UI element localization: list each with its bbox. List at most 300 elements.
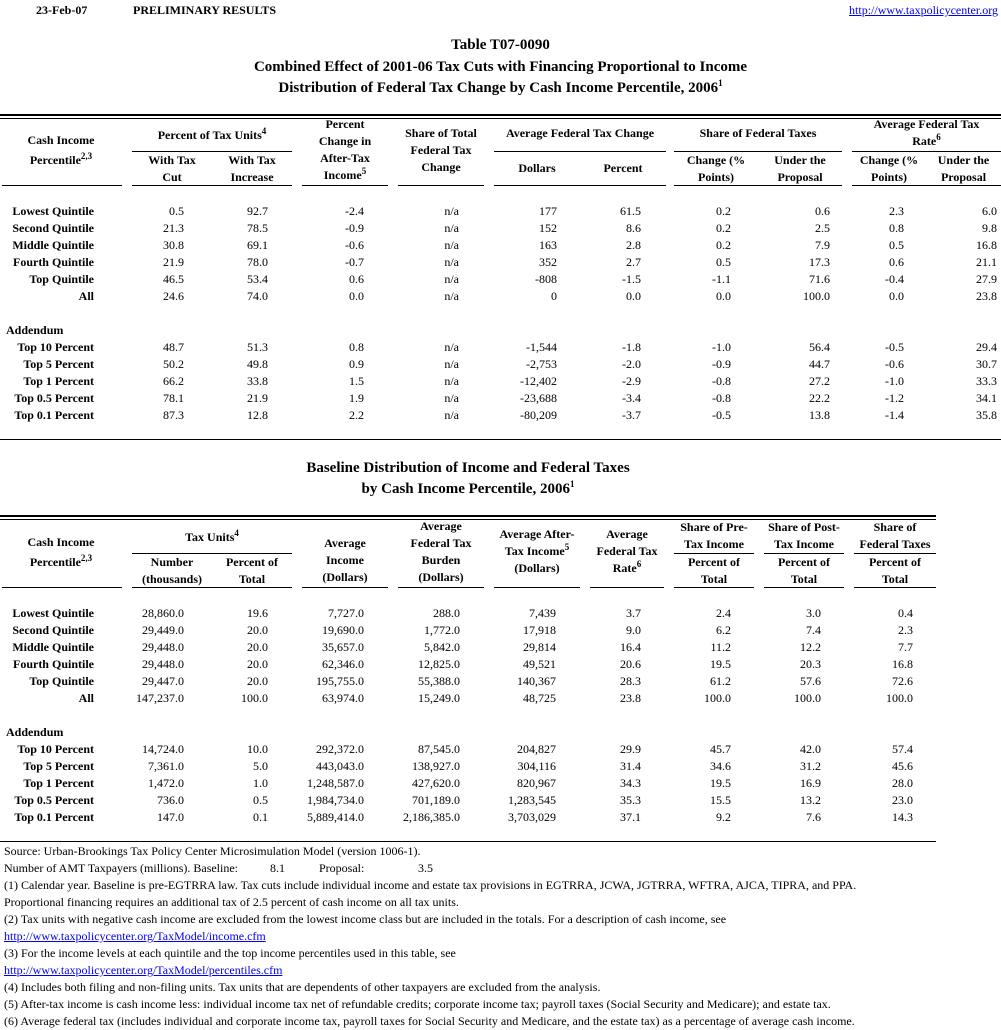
table-cell: 78.1	[163, 391, 184, 405]
table-cell: 29.9	[620, 742, 641, 756]
table-cell: 736.0	[157, 793, 184, 807]
header-text: Under the	[774, 153, 826, 167]
table-cell: 44.7	[809, 357, 830, 371]
table-cell: 100.0	[794, 691, 821, 705]
table-cell: 92.7	[247, 204, 268, 218]
table-cell: 24.6	[163, 289, 184, 303]
footnote-2: (2) Tax units with negative cash income are excluded from the lowest income class but are included in the totals. For a description of cash income, see	[4, 912, 727, 926]
col-pct-change-after-tax	[302, 116, 388, 184]
col-avg-income	[302, 535, 388, 586]
row-label: Middle Quintile	[12, 238, 94, 252]
footnote-ref: 4	[261, 126, 267, 136]
table-cell: 2.2	[349, 408, 364, 422]
table-cell: -0.6	[345, 238, 364, 252]
table-cell: -3.7	[622, 408, 641, 422]
row-label: Second Quintile	[12, 623, 94, 637]
table-cell: 34.6	[710, 759, 731, 773]
table-cell: 30.7	[976, 357, 997, 371]
table-cell: 1,772.0	[424, 623, 460, 637]
col-avg-burden	[398, 518, 484, 586]
header-text	[302, 167, 388, 184]
table-cell: 0.4	[898, 606, 913, 620]
header-rule	[302, 185, 388, 186]
table-cell: 147.0	[157, 810, 184, 824]
table-cell: 2.4	[716, 606, 731, 620]
table-cell: 7.9	[815, 238, 830, 252]
table-cell: 14.3	[892, 810, 913, 824]
table-cell: -12,402	[520, 374, 557, 388]
table-cell: 0.0	[626, 289, 641, 303]
table-cell: 50.2	[163, 357, 184, 371]
table-cell: n/a	[444, 289, 459, 303]
table-cell: -1.2	[885, 391, 904, 405]
header-rule	[398, 587, 484, 588]
table-cell: 56.4	[809, 340, 830, 354]
col-share-post-pct	[764, 554, 844, 588]
table-cell: 42.0	[800, 742, 821, 756]
row-label: Top Quintile	[29, 674, 94, 688]
table-cell: 16.9	[800, 776, 821, 790]
table-cell: -0.6	[885, 357, 904, 371]
header-text: Cut	[162, 170, 182, 184]
table-number: Table T07-0090	[451, 37, 550, 53]
header-text: Percentile	[29, 555, 81, 569]
table1-bottom-rule	[0, 439, 1001, 440]
table-cell: 0.2	[716, 221, 731, 235]
table-cell: 0.0	[716, 289, 731, 303]
col-dollars: Dollars	[518, 161, 556, 175]
table-cell: 2,186,385.0	[403, 810, 460, 824]
table-cell: 7.4	[806, 623, 821, 637]
header-text: Federal Tax	[410, 143, 472, 157]
table-cell: 100.0	[704, 691, 731, 705]
table-cell: 1,472.0	[148, 776, 184, 790]
table-cell: 5,842.0	[424, 640, 460, 654]
header-text: Change (%	[686, 153, 746, 167]
row-label: Top 0.1 Percent	[14, 810, 94, 824]
table-cell: 21.9	[163, 255, 184, 269]
table-cell: 2.8	[626, 238, 641, 252]
table-cell: 19,690.0	[322, 623, 364, 637]
table-cell: 21.3	[163, 221, 184, 235]
table-cell: 12.8	[247, 408, 268, 422]
table-cell: -0.5	[712, 408, 731, 422]
col-share-pre	[674, 519, 754, 553]
row-label: Top 1 Percent	[23, 776, 94, 790]
table-cell: 152	[539, 221, 557, 235]
table-cell: 31.4	[620, 759, 641, 773]
table-cell: 0.2	[716, 204, 731, 218]
table-cell: -23,688	[520, 391, 557, 405]
table-cell: 45.6	[892, 759, 913, 773]
table-cell: 35,657.0	[322, 640, 364, 654]
header-text: With Tax	[148, 153, 196, 167]
table-cell: 23.8	[976, 289, 997, 303]
table-cell: 2.5	[815, 221, 830, 235]
col-share-total-change	[398, 125, 484, 176]
col-share-fed-pct	[854, 554, 936, 588]
table-cell: 34.3	[620, 776, 641, 790]
footnote-ref: 6	[636, 559, 642, 569]
table-cell: n/a	[444, 221, 459, 235]
table-cell: 304,116	[517, 759, 556, 773]
header-text: Change in	[318, 134, 372, 148]
table-cell: 3.0	[806, 606, 821, 620]
row-label: Middle Quintile	[12, 640, 94, 654]
table2-bottom-rule	[0, 841, 936, 842]
table-cell: 55,388.0	[418, 674, 460, 688]
table-cell: 29,449.0	[142, 623, 184, 637]
table-cell: n/a	[444, 340, 459, 354]
table-cell: 7,439	[529, 606, 556, 620]
row-label: Top 0.5 Percent	[14, 793, 94, 807]
table-cell: 443,043.0	[316, 759, 364, 773]
table-cell: 61.2	[710, 674, 731, 688]
amt-proposal-label: Proposal:	[319, 861, 365, 875]
table-subtitle-text: Distribution of Federal Tax Change by Cash Income Percentile, 2006	[278, 80, 719, 96]
table-cell: n/a	[444, 374, 459, 388]
col-rate-change	[852, 152, 926, 186]
table-cell: 20.0	[247, 674, 268, 688]
amt-label: Number of AMT Taxpayers (millions). Baseline:	[4, 861, 239, 875]
table-cell: 17.3	[809, 255, 830, 269]
table-cell: 62,346.0	[322, 657, 364, 671]
table-cell: 7,727.0	[328, 606, 364, 620]
row-label: All	[78, 289, 94, 303]
header-text: Points)	[698, 170, 734, 184]
table-cell: 0.8	[889, 221, 904, 235]
header-text: Income	[326, 553, 364, 567]
table-cell: 0.5	[169, 204, 184, 218]
source-note: Source: Urban-Brookings Tax Policy Center Microsimulation Model (version 1006-1).	[4, 844, 421, 858]
table-cell: 0.5	[889, 238, 904, 252]
table-cell: n/a	[444, 408, 459, 422]
header-rule	[764, 587, 844, 588]
footnote-ref: 4	[234, 528, 239, 538]
table2-subtitle	[0, 481, 936, 498]
table-cell: 27.9	[976, 272, 997, 286]
table-cell: -1.0	[885, 374, 904, 388]
table-cell: 177	[539, 204, 557, 218]
header-rule	[674, 587, 754, 588]
table-cell: -3.4	[622, 391, 641, 405]
row-label: Top 10 Percent	[17, 340, 94, 354]
table-cell: 33.8	[247, 374, 268, 388]
header-rule	[494, 151, 666, 152]
table-cell: 163	[539, 238, 557, 252]
table-cell: 66.2	[163, 374, 184, 388]
table-cell: 9.2	[716, 810, 731, 824]
row-label: Top Quintile	[29, 272, 94, 286]
table-cell: -1.4	[885, 408, 904, 422]
header-text: Percent of	[868, 555, 922, 569]
header-text: Income	[323, 168, 362, 182]
table-cell: 16.8	[892, 657, 913, 671]
footnote-1a: (1) Calendar year. Baseline is pre-EGTRRA law. Tax cuts include individual income and estate tax provisions in EGTRRA, JCWA, JGTRRA, WFTRA, AJCA, TIPRA, and PPA.	[4, 878, 857, 892]
table-cell: 15.5	[710, 793, 731, 807]
table-cell: 0.8	[349, 340, 364, 354]
table-cell: 6.2	[716, 623, 731, 637]
table-cell: 28.3	[620, 674, 641, 688]
table-cell: 0.6	[889, 255, 904, 269]
table-cell: 78.5	[247, 221, 268, 235]
header-text: With Tax	[228, 153, 276, 167]
table1-top-rule	[0, 114, 1001, 119]
report-date: 23-Feb-07	[36, 3, 88, 17]
header-text: Percent of	[687, 555, 741, 569]
table-cell: n/a	[444, 238, 459, 252]
footnote-3: (3) For the income levels at each quintile and the top income percentiles used in this table, see	[4, 946, 456, 960]
col-with-tax-increase	[212, 152, 292, 186]
table-cell: -1.0	[712, 340, 731, 354]
table-subtitle	[0, 80, 1001, 97]
table-cell: 19.5	[710, 657, 731, 671]
table2-title: Baseline Distribution of Income and Federal Taxes	[306, 460, 630, 476]
table-cell: 28,860.0	[142, 606, 184, 620]
header-rule	[674, 185, 842, 186]
table-cell: 10.0	[247, 742, 268, 756]
row-label: Top 10 Percent	[17, 742, 94, 756]
table-cell: 140,367	[517, 674, 556, 688]
header-text: (Dollars)	[418, 570, 464, 584]
row-label: Lowest Quintile	[12, 204, 94, 218]
amt-proposal-value: 3.5	[418, 861, 433, 875]
col-avg-after-tax	[494, 526, 580, 577]
col-share-change	[674, 152, 758, 186]
table-cell: 0.6	[815, 204, 830, 218]
row-label: Fourth Quintile	[12, 657, 94, 671]
header-rule	[132, 185, 292, 186]
table2-subtitle-text: by Cash Income Percentile, 2006	[361, 481, 570, 497]
table-cell: 57.6	[800, 674, 821, 688]
header-rule	[590, 587, 664, 588]
table-cell: 27.2	[809, 374, 830, 388]
header-text: Proposal	[940, 170, 987, 184]
footnote-6: (6) Average federal tax (includes individual and corporate income tax, payroll taxes for Social Security and Medicare, and the estate tax) as a percentage of average cash income.	[4, 1014, 855, 1028]
table-cell: 204,827	[517, 742, 556, 756]
header-text: Total	[881, 572, 909, 586]
table-cell: 0.5	[253, 793, 268, 807]
header-text: Share of Total	[405, 126, 477, 140]
preliminary-label: PRELIMINARY RESULTS	[133, 3, 277, 17]
amt-baseline-value: 8.1	[270, 861, 285, 875]
header-text: Number	[150, 555, 194, 569]
header-text: Average Federal Tax	[873, 117, 980, 131]
table-cell: 195,755.0	[316, 674, 364, 688]
tpc-home-link[interactable]: http://www.taxpolicycenter.org	[849, 3, 998, 17]
table-cell: -0.4	[885, 272, 904, 286]
table-cell: 23.0	[892, 793, 913, 807]
table-cell: 16.4	[620, 640, 641, 654]
col-group-tax-units	[132, 127, 292, 144]
table-cell: 20.0	[247, 657, 268, 671]
header-rule	[854, 587, 936, 588]
table-cell: 57.4	[892, 742, 913, 756]
table-cell: 20.6	[620, 657, 641, 671]
table-cell: 5,889,414.0	[307, 810, 364, 824]
header-text: Burden	[421, 553, 461, 567]
table-cell: -80,209	[520, 408, 557, 422]
table-cell: 0.5	[716, 255, 731, 269]
col-with-tax-cut	[132, 152, 212, 186]
table-cell: 6.0	[982, 204, 997, 218]
table-cell: 29,448.0	[142, 640, 184, 654]
table-cell: 0.9	[349, 357, 364, 371]
table-cell: -0.8	[712, 391, 731, 405]
header-text: Average	[606, 527, 648, 541]
header-text: Tax Income	[684, 537, 744, 551]
table-cell: 20.0	[247, 623, 268, 637]
table-cell: 5.0	[253, 759, 268, 773]
header-text: Tax Units	[185, 530, 235, 544]
table-cell: n/a	[444, 391, 459, 405]
header-text	[494, 543, 580, 560]
table-cell: 138,927.0	[412, 759, 460, 773]
table-cell: 8.6	[626, 221, 641, 235]
table-cell: 23.8	[620, 691, 641, 705]
table-cell: 19.6	[247, 606, 268, 620]
table-cell: 22.2	[809, 391, 830, 405]
header-text: (Dollars)	[514, 561, 560, 575]
table-cell: -0.9	[712, 357, 731, 371]
table-cell: 7,361.0	[148, 759, 184, 773]
row-label: Lowest Quintile	[12, 606, 94, 620]
table-cell: 0.0	[889, 289, 904, 303]
addendum-label: Addendum	[6, 323, 64, 337]
header-rule	[494, 185, 666, 186]
header-text	[590, 560, 664, 577]
header-text: Cash Income	[27, 133, 95, 147]
header-text: Increase	[230, 170, 274, 184]
table-cell: 49,521	[523, 657, 556, 671]
table-cell: 292,372.0	[316, 742, 364, 756]
table-cell: 2.7	[626, 255, 641, 269]
table-cell: 29,447.0	[142, 674, 184, 688]
table-cell: 427,620.0	[412, 776, 460, 790]
header-text: Percent	[325, 117, 365, 131]
table-cell: 20.3	[800, 657, 821, 671]
col-number	[132, 554, 212, 588]
table-cell: 12,825.0	[418, 657, 460, 671]
header-text: Cash Income	[27, 535, 95, 549]
footnote-ref: 1	[718, 78, 723, 88]
table-cell: -2.0	[622, 357, 641, 371]
table-cell: -1.5	[622, 272, 641, 286]
table-cell: 13.8	[809, 408, 830, 422]
table-cell: 100.0	[886, 691, 913, 705]
header-text: Share of Pre-	[680, 520, 748, 534]
table-cell: 29.4	[976, 340, 997, 354]
footnote-ref: 6	[936, 132, 941, 142]
table-cell: 72.6	[892, 674, 913, 688]
table-cell: 0.1	[253, 810, 268, 824]
row-label: Second Quintile	[12, 221, 94, 235]
header-text: Total	[238, 572, 266, 586]
table-cell: 7.7	[898, 640, 913, 654]
col-group-avg-rate	[852, 116, 1001, 150]
col-share-fed	[854, 519, 936, 553]
table-cell: -0.8	[712, 374, 731, 388]
table-cell: 87,545.0	[418, 742, 460, 756]
table-cell: 71.6	[809, 272, 830, 286]
header-text: (Dollars)	[322, 570, 368, 584]
table-cell: 1.5	[349, 374, 364, 388]
table-cell: -0.9	[345, 221, 364, 235]
row-label: Top 0.5 Percent	[14, 391, 94, 405]
footnote-ref: 5	[564, 542, 570, 552]
header-text: Share of	[873, 520, 917, 534]
table-cell: 14,724.0	[142, 742, 184, 756]
footnote-4: (4) Includes both filing and non-filing units. Tax units that are dependents of other taxpayers are excluded from the analysis.	[4, 980, 601, 994]
table-cell: 7.6	[806, 810, 821, 824]
table-cell: 63,974.0	[322, 691, 364, 705]
header-rule	[2, 587, 122, 588]
amt-note	[4, 861, 433, 876]
header-rule	[494, 587, 580, 588]
table-cell: 701,189.0	[412, 793, 460, 807]
header-text: Tax Income	[504, 544, 565, 558]
col-group-tax-units	[132, 529, 292, 546]
col-avg-rate	[590, 526, 664, 577]
table-cell: 1,248,587.0	[307, 776, 364, 790]
table-cell: 17,918	[523, 623, 556, 637]
table-cell: 1.0	[253, 776, 268, 790]
header-text: (thousands)	[141, 572, 203, 586]
header-text: Average	[324, 536, 366, 550]
table-cell: 0.2	[716, 238, 731, 252]
header-text	[852, 133, 1001, 150]
income-definition-link[interactable]: http://www.taxpolicycenter.org/TaxModel/income.cfm	[4, 929, 266, 943]
addendum-label: Addendum	[6, 725, 64, 739]
table-cell: -0.7	[345, 255, 364, 269]
table-cell: 352	[539, 255, 557, 269]
footnote-ref: 2,3	[80, 151, 93, 161]
table-cell: -2.9	[622, 374, 641, 388]
header-text: Federal Taxes	[859, 537, 931, 551]
table-cell: n/a	[444, 204, 459, 218]
table-cell: 147,237.0	[136, 691, 184, 705]
table-cell: 13.2	[800, 793, 821, 807]
footnote-ref: 5	[361, 166, 367, 176]
table-cell: 30.8	[163, 238, 184, 252]
table-cell: 33.3	[976, 374, 997, 388]
row-label: All	[78, 691, 94, 705]
table-cell: 12.2	[800, 640, 821, 654]
percentiles-link[interactable]: http://www.taxpolicycenter.org/TaxModel/percentiles.cfm	[4, 963, 283, 977]
table-cell: 48.7	[163, 340, 184, 354]
table-cell: 3,703,029	[508, 810, 556, 824]
table-cell: 2.3	[898, 623, 913, 637]
col-group-share-fed: Share of Federal Taxes	[699, 126, 817, 140]
footnote-ref: 2,3	[80, 553, 93, 563]
table-cell: 1,283,545	[508, 793, 556, 807]
table-cell: 35.3	[620, 793, 641, 807]
table-cell: 15,249.0	[418, 691, 460, 705]
row-label: Top 0.1 Percent	[14, 408, 94, 422]
table-cell: n/a	[444, 272, 459, 286]
col-percentile-header	[0, 534, 122, 571]
header-text: Percent of	[225, 555, 279, 569]
table-cell: 69.1	[247, 238, 268, 252]
row-label: Top 1 Percent	[23, 374, 94, 388]
footnote-5: (5) After-tax income is cash income less: individual income tax net of refundable credits; corporate income tax; payroll taxes (Social Security and Medicare); and estate tax.	[4, 997, 831, 1011]
header-text: Federal Tax	[410, 536, 472, 550]
table-cell: 1,984,734.0	[307, 793, 364, 807]
table-title: Combined Effect of 2001-06 Tax Cuts with Financing Proportional to Income	[253, 59, 748, 75]
header-text: Under the	[937, 153, 990, 167]
header-rule	[2, 185, 122, 186]
table-cell: -1.1	[712, 272, 731, 286]
